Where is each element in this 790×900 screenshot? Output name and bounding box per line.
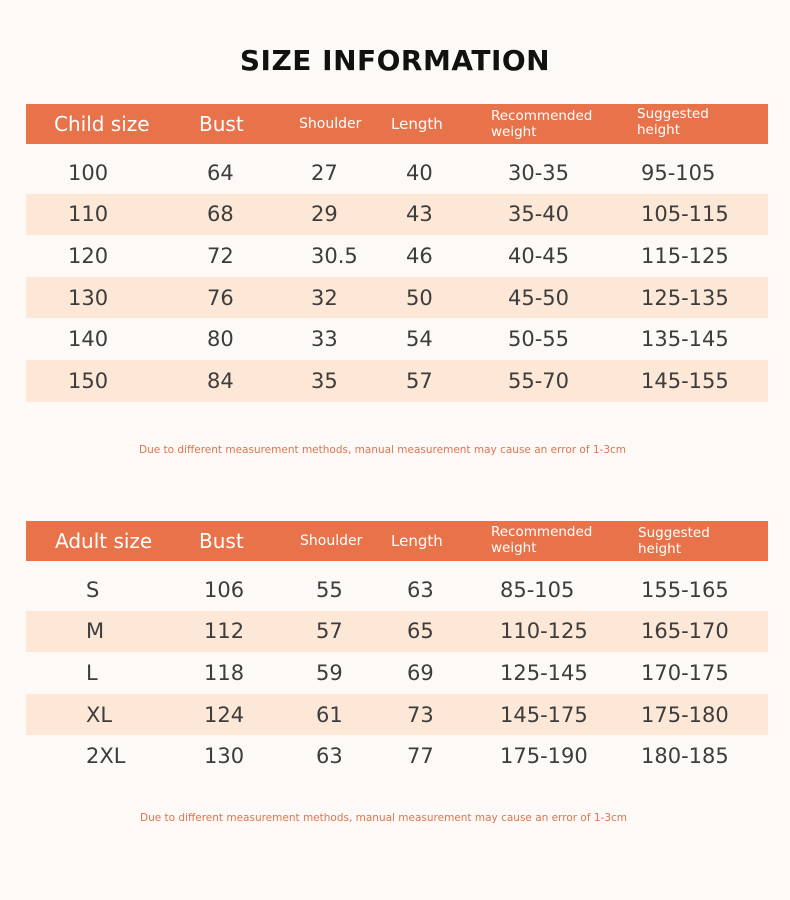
cell-length: 40 xyxy=(406,160,433,185)
cell-bust: 106 xyxy=(204,577,245,602)
cell-length: 69 xyxy=(407,660,434,685)
child-measurement-note: Due to different measurement methods, manual measurement may cause an error of 1-3cm xyxy=(139,444,627,456)
table-row xyxy=(26,694,768,736)
table-row xyxy=(26,152,768,194)
header-adult-size: Adult size xyxy=(55,529,153,553)
cell-height: 145-155 xyxy=(641,368,729,393)
cell-length: 63 xyxy=(407,577,434,602)
cell-shoulder: 33 xyxy=(311,327,338,352)
table-row xyxy=(26,318,768,360)
child-table-header xyxy=(26,104,768,144)
cell-height: 180-185 xyxy=(641,744,729,769)
header-shoulder: Shoulder xyxy=(300,533,363,549)
table-row xyxy=(26,277,768,319)
cell-bust: 84 xyxy=(207,368,234,393)
cell-bust: 80 xyxy=(207,327,234,352)
cell-shoulder: 35 xyxy=(311,368,338,393)
adult-table-header xyxy=(26,521,768,561)
cell-size: S xyxy=(86,577,100,602)
cell-size: XL xyxy=(86,702,113,727)
cell-height: 155-165 xyxy=(641,577,729,602)
cell-weight: 110-125 xyxy=(500,619,588,644)
cell-size: 130 xyxy=(68,285,109,310)
cell-height: 135-145 xyxy=(641,327,729,352)
table-row xyxy=(26,735,768,777)
table-row xyxy=(26,235,768,277)
cell-size: 100 xyxy=(68,160,109,185)
cell-bust: 68 xyxy=(207,202,234,227)
cell-weight: 50-55 xyxy=(508,327,570,352)
header-recommended-weight: Recommended weight xyxy=(491,524,593,556)
cell-height: 170-175 xyxy=(641,660,729,685)
cell-weight: 35-40 xyxy=(508,202,570,227)
header-length: Length xyxy=(391,115,443,133)
cell-length: 77 xyxy=(407,744,434,769)
cell-bust: 64 xyxy=(207,160,234,185)
header-shoulder: Shoulder xyxy=(299,116,362,132)
cell-weight: 45-50 xyxy=(508,285,570,310)
cell-weight: 40-45 xyxy=(508,243,570,268)
cell-bust: 130 xyxy=(204,744,245,769)
cell-weight: 175-190 xyxy=(500,744,588,769)
header-suggested-height: Suggested height xyxy=(637,106,709,138)
cell-shoulder: 63 xyxy=(316,744,343,769)
cell-size: M xyxy=(86,619,105,644)
cell-size: 110 xyxy=(68,202,109,227)
cell-shoulder: 29 xyxy=(311,202,338,227)
cell-shoulder: 57 xyxy=(316,619,343,644)
cell-height: 115-125 xyxy=(641,243,729,268)
cell-shoulder: 27 xyxy=(311,160,338,185)
cell-size: 150 xyxy=(68,368,109,393)
cell-size: 2XL xyxy=(86,744,126,769)
cell-shoulder: 61 xyxy=(316,702,343,727)
cell-size: 120 xyxy=(68,243,109,268)
table-row xyxy=(26,569,768,611)
cell-height: 125-135 xyxy=(641,285,729,310)
cell-length: 73 xyxy=(407,702,434,727)
cell-length: 54 xyxy=(406,327,433,352)
cell-weight: 85-105 xyxy=(500,577,575,602)
header-suggested-height: Suggested height xyxy=(638,525,710,557)
cell-shoulder: 30.5 xyxy=(311,243,358,268)
cell-bust: 76 xyxy=(207,285,234,310)
table-row xyxy=(26,652,768,694)
header-recommended-weight: Recommended weight xyxy=(491,108,593,140)
cell-bust: 112 xyxy=(204,619,245,644)
cell-length: 43 xyxy=(406,202,433,227)
cell-bust: 124 xyxy=(204,702,245,727)
page-title: SIZE INFORMATION xyxy=(239,44,551,77)
cell-length: 46 xyxy=(406,243,433,268)
header-bust: Bust xyxy=(199,112,244,136)
cell-weight: 30-35 xyxy=(508,160,570,185)
adult-size-table xyxy=(26,521,768,777)
cell-height: 175-180 xyxy=(641,702,729,727)
table-row xyxy=(26,194,768,236)
cell-shoulder: 55 xyxy=(316,577,343,602)
header-length: Length xyxy=(391,532,443,550)
cell-height: 95-105 xyxy=(641,160,716,185)
child-size-table xyxy=(26,104,768,402)
adult-measurement-note: Due to different measurement methods, manual measurement may cause an error of 1-3cm xyxy=(140,812,628,824)
cell-height: 105-115 xyxy=(641,202,729,227)
cell-length: 50 xyxy=(406,285,433,310)
table-row xyxy=(26,611,768,653)
cell-bust: 118 xyxy=(204,660,245,685)
table-row xyxy=(26,360,768,402)
header-bust: Bust xyxy=(199,529,244,553)
cell-length: 65 xyxy=(407,619,434,644)
cell-bust: 72 xyxy=(207,243,234,268)
cell-size: 140 xyxy=(68,327,109,352)
cell-weight: 145-175 xyxy=(500,702,588,727)
header-child-size: Child size xyxy=(54,112,150,136)
cell-height: 165-170 xyxy=(641,619,729,644)
cell-length: 57 xyxy=(406,368,433,393)
cell-shoulder: 32 xyxy=(311,285,338,310)
cell-weight: 55-70 xyxy=(508,368,570,393)
cell-size: L xyxy=(86,660,98,685)
cell-shoulder: 59 xyxy=(316,660,343,685)
cell-weight: 125-145 xyxy=(500,660,588,685)
